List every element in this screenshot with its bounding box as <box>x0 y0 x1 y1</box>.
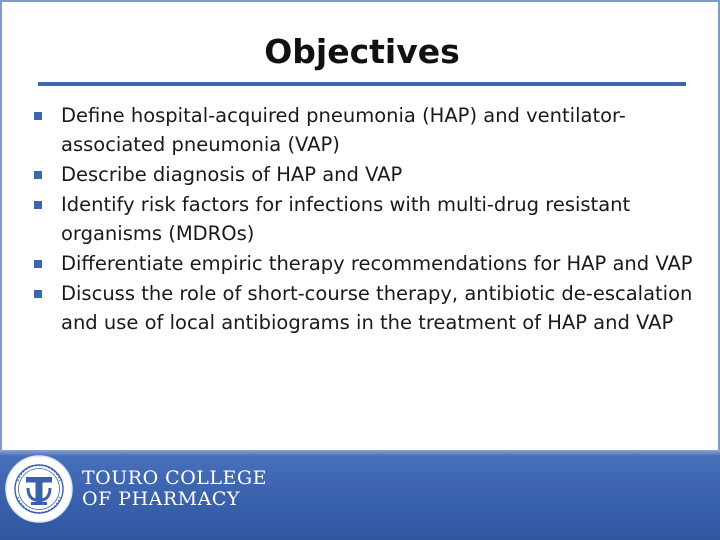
list-item <box>32 160 708 189</box>
square-bullet-icon <box>34 290 42 298</box>
square-bullet-icon <box>34 260 42 268</box>
footer-band <box>0 450 720 540</box>
list-item <box>32 249 708 278</box>
brand-line-2: OF PHARMACY <box>82 488 240 510</box>
list-item-text: Describe diagnosis of HAP and VAP <box>61 163 403 186</box>
slide-title: Objectives <box>264 32 460 71</box>
touro-seal-icon <box>4 454 74 524</box>
list-item-text: Identify risk factors for infections with multi-drug resistant organisms (MDROs) <box>61 193 631 245</box>
brand-line-1: TOURO COLLEGE <box>82 467 267 489</box>
college-wordmark <box>82 468 267 510</box>
list-item <box>32 190 708 248</box>
list-item <box>32 279 708 337</box>
list-item-text: Differentiate empiric therapy recommendations for HAP and VAP <box>61 252 693 275</box>
list-item-text: Define hospital-acquired pneumonia (HAP) and ventilator-associated pneumonia (VAP) <box>61 104 626 156</box>
square-bullet-icon <box>34 171 42 179</box>
square-bullet-icon <box>34 112 42 120</box>
square-bullet-icon <box>34 201 42 209</box>
list-item <box>32 101 708 159</box>
list-item-text: Discuss the role of short-course therapy, antibiotic de-escalation and use of local antibiograms in the treatment of HAP and VAP <box>61 282 693 334</box>
objectives-list <box>32 101 708 338</box>
footer-highlight <box>0 450 720 456</box>
title-underline <box>38 82 686 86</box>
